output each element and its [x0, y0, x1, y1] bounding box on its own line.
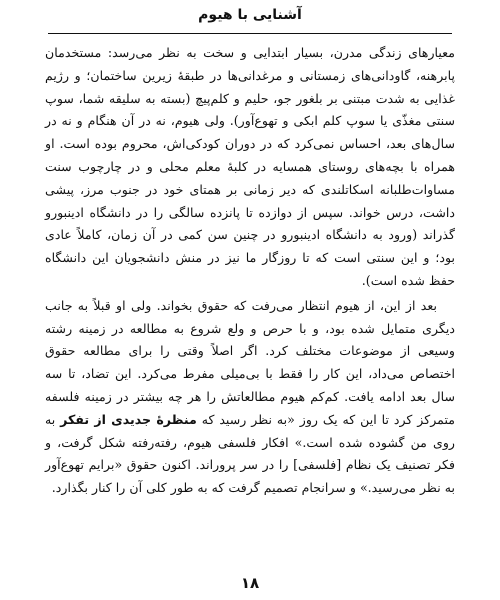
page-number: ۱۸: [240, 574, 260, 592]
paragraph-2: [45, 295, 455, 500]
header-rule: [48, 33, 452, 34]
body-text: [45, 42, 455, 500]
paragraph-2-text-part-1: بعد از این، از هیوم انتظار می‌رفت که حقوق بخواند. ولی او قبلاً به جانب دیگری متمایل شده بود، و با حرص و ولع شروع به مطالعه در زمینه رشته وسیعی از موضوعات مختلف کرد. اگر اصلاً وقتی را برای مطالعه حقوق اختصاص می‌داد، این کار را فقط با بی‌میلی مفرط می‌کرد. این تضاد، تا سه سال بعد ادامه یافت. کم‌کم هیوم مطالعاتش را هر چه بیشتر در زمینه فلسفه متمرکز کرد تا این که یک روز «به نظر رسید که: [45, 297, 455, 427]
paragraph-2-text-part-2: به روی من گشوده شده است.» افکار فلسفی هیوم، رفته‌رفته شکل گرفت، و فکر تصنیف یک نظام [فلسفی] را در سر پروراند. اکنون حقوق «برایم تهوع‌آور به نظر می‌رسید.» و سرانجام تصمیم گرفت که به طور کلی آن را کنار بگذارد.: [45, 411, 455, 496]
paragraph-1-text: معیارهای زندگی مدرن، بسیار ابتدایی و سخت به نظر می‌رسد: مستخدمان پابرهنه، گاودانی‌های زمستانی و مرغدانی‌ها در طبقهٔ زیرین ساختمان؛ و رژیم غذایی به شدت مبتنی بر بلغور جو، حلیم و کلم‌پیچ (بسته به سلیقه شما، سوپ سنتی مغذّی یا سوپ کلم ابکی و تهوع‌آور). ولی هیوم، نه در آن هنگام و نه در سال‌های بعد، احساس نمی‌کرد که در دوران کودکی‌اش، محروم بوده است. او همراه با بچه‌های روستای همسایه در کلبهٔ معلم محلی و در چارچوب سنت مساوات‌طلبانه اسکاتلندی که دیر زمانی بر همتای خود در جنوب مرز، پیشی داشت، درس خواند. سپس از دوازده تا پانزده سالگی را در دانشگاه ادینبورو گذراند (ورود به دانشگاه ادینبورو در چنین سن کمی در آن زمان، کاملاً عادی بود؛ و این سنتی است که تا روزگار ما نیز در منش دانشجویان این دانشگاه حفظ شده است).: [45, 45, 455, 288]
bold-phrase: منظرهٔ جدیدی از تفکر: [60, 411, 197, 427]
running-head: آشنایی با هیوم: [198, 7, 302, 23]
paragraph-1: [45, 42, 455, 293]
